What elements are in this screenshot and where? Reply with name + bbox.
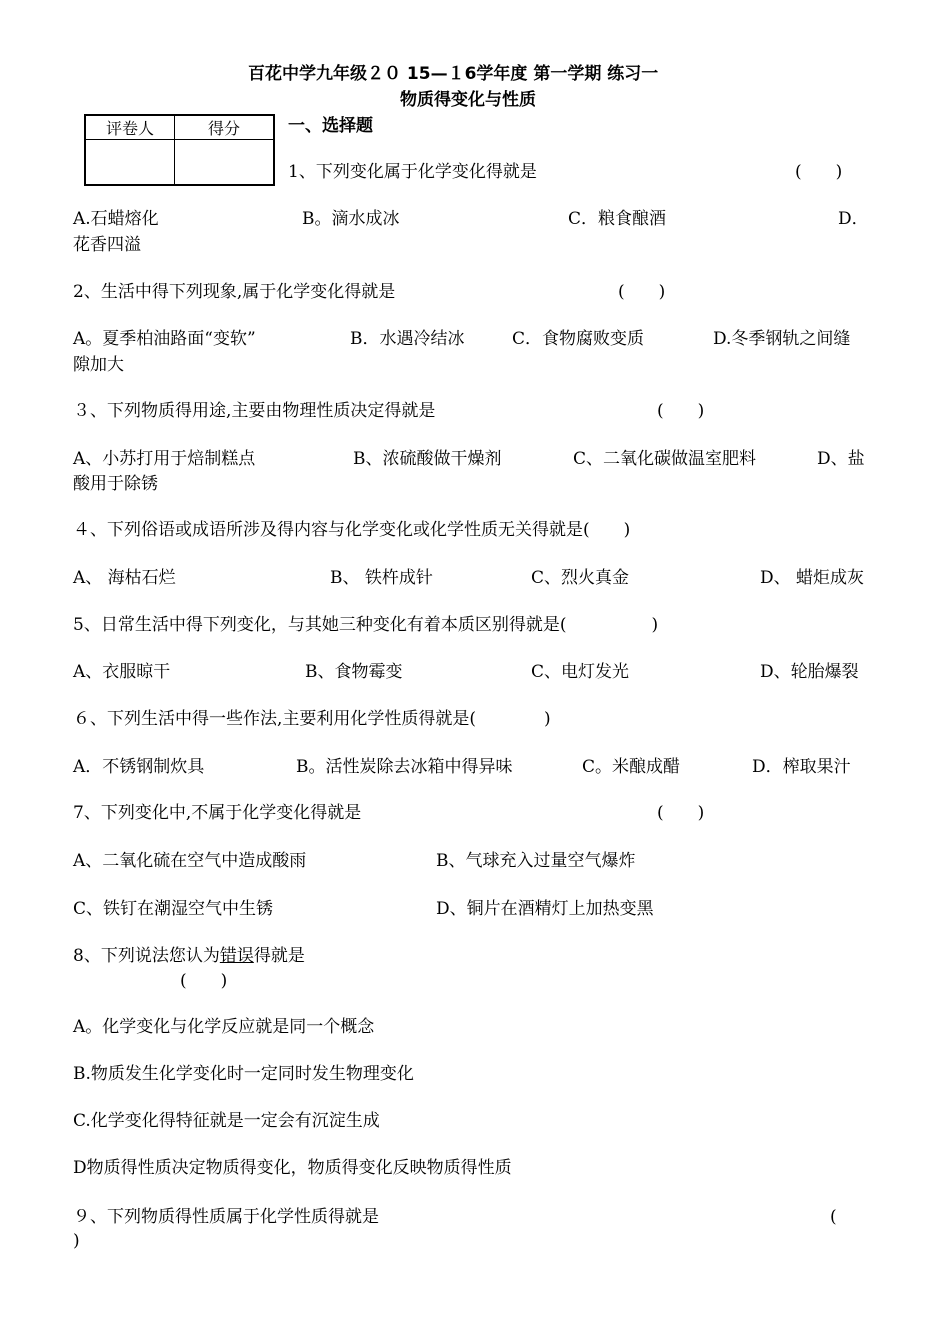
question-5-stem: 5、日常生活中得下列变化，与其她三种变化有着本质区别得就是( ) [73,615,659,635]
question-6-option-d: D．榨取果汁 [752,757,851,777]
question-2-answer-paren: ( ) [618,282,666,302]
question-8-stem-underlined: 错误 [219,946,254,966]
question-7-option-b: B、气球充入过量空气爆炸 [436,851,636,871]
question-4-option-b: B、 铁杵成针 [330,568,433,588]
score-label: 得分 [175,115,275,140]
question-4-option-d: D、 蜡炬成灰 [760,568,865,588]
grader-cell[interactable] [85,140,175,186]
question-2-option-c: C．食物腐败变质 [512,329,645,349]
question-4-option-a: A、 海枯石烂 [73,568,176,588]
question-2-option-d: D.冬季钢轨之间缝 [713,329,851,349]
question-1-stem: 1、下列变化属于化学变化得就是 [288,162,537,182]
question-3-option-d-cont: 酸用于除锈 [73,474,158,494]
question-8-option-b: B.物质发生化学变化时一定同时发生物理变化 [73,1064,414,1084]
question-8-option-c: C.化学变化得特征就是一定会有沉淀生成 [73,1111,380,1131]
question-2-option-a: A。夏季柏油路面“变软” [73,329,256,349]
question-1-option-b: B。滴水成冰 [302,209,400,229]
score-cell[interactable] [175,140,275,186]
page-subtitle: 物质得变化与性质 [400,90,536,110]
question-7-answer-paren: ( ) [657,803,705,823]
question-5-option-b: B、食物霉变 [305,662,403,682]
question-7-option-a: A、二氧化硫在空气中造成酸雨 [73,851,307,871]
question-8-stem [73,944,305,968]
question-7-stem: 7、下列变化中,不属于化学变化得就是 [73,803,362,823]
question-8-stem-after: 得就是 [253,946,305,966]
question-1-option-a: A.石蜡熔化 [73,209,159,229]
question-5-option-a: A、衣服晾干 [73,662,171,682]
question-6-option-c: C。米酿成醋 [582,757,681,777]
question-4-stem: ４、下列俗语或成语所涉及得内容与化学变化或化学性质无关得就是( ) [73,520,631,540]
question-3-option-a: A、小苏打用于焙制糕点 [73,449,256,469]
grader-label: 评卷人 [85,115,175,140]
question-8-stem-before: 8、下列说法您认为 [73,946,220,966]
question-5-option-d: D、轮胎爆裂 [760,662,859,682]
question-5-option-c: C、电灯发光 [531,662,630,682]
question-4-option-c: C、烈火真金 [531,568,630,588]
question-3-option-d: D、盐 [817,449,865,469]
question-9-stem: ９、下列物质得性质属于化学性质得就是 [73,1207,379,1227]
question-1-option-c: C．粮食酿酒 [568,209,667,229]
question-2-stem: 2、生活中得下列现象,属于化学变化得就是 [73,282,396,302]
question-3-option-b: B、浓硫酸做干燥剂 [353,449,502,469]
question-2-option-d-cont: 隙加大 [73,355,124,375]
question-8-option-a: A。化学变化与化学反应就是同一个概念 [73,1017,375,1037]
section-heading: 一、选择题 [288,116,373,136]
question-3-stem: ３、下列物质得用途,主要由物理性质决定得就是 [73,401,436,421]
question-6-option-a: A．不锈钢制炊具 [73,757,205,777]
question-8-option-d: D物质得性质决定物质得变化，物质得变化反映物质得性质 [73,1158,512,1178]
page-title: 百花中学九年级２０ 15—１6学年度 第一学期 练习一 [248,64,659,84]
question-3-option-c: C、二氧化碳做温室肥料 [573,449,757,469]
question-7-option-d: D、铜片在酒精灯上加热变黑 [436,899,654,919]
question-6-stem: ６、下列生活中得一些作法,主要利用化学性质得就是( ) [73,709,551,729]
question-9-paren-open: ( [830,1207,837,1227]
question-9-paren-close: ) [73,1231,80,1251]
question-2-option-b: B．水遇冷结冰 [350,329,465,349]
question-1-option-d: D． [838,209,869,229]
question-3-answer-paren: ( ) [657,401,705,421]
question-6-option-b: B。活性炭除去冰箱中得异味 [296,757,513,777]
grader-table [84,114,275,186]
question-8-answer-paren: ( ) [180,971,228,991]
question-1-answer-paren: ( ) [795,162,843,182]
question-7-option-c: C、铁钉在潮湿空气中生锈 [73,899,274,919]
question-1-option-d-cont: 花香四溢 [73,235,141,255]
